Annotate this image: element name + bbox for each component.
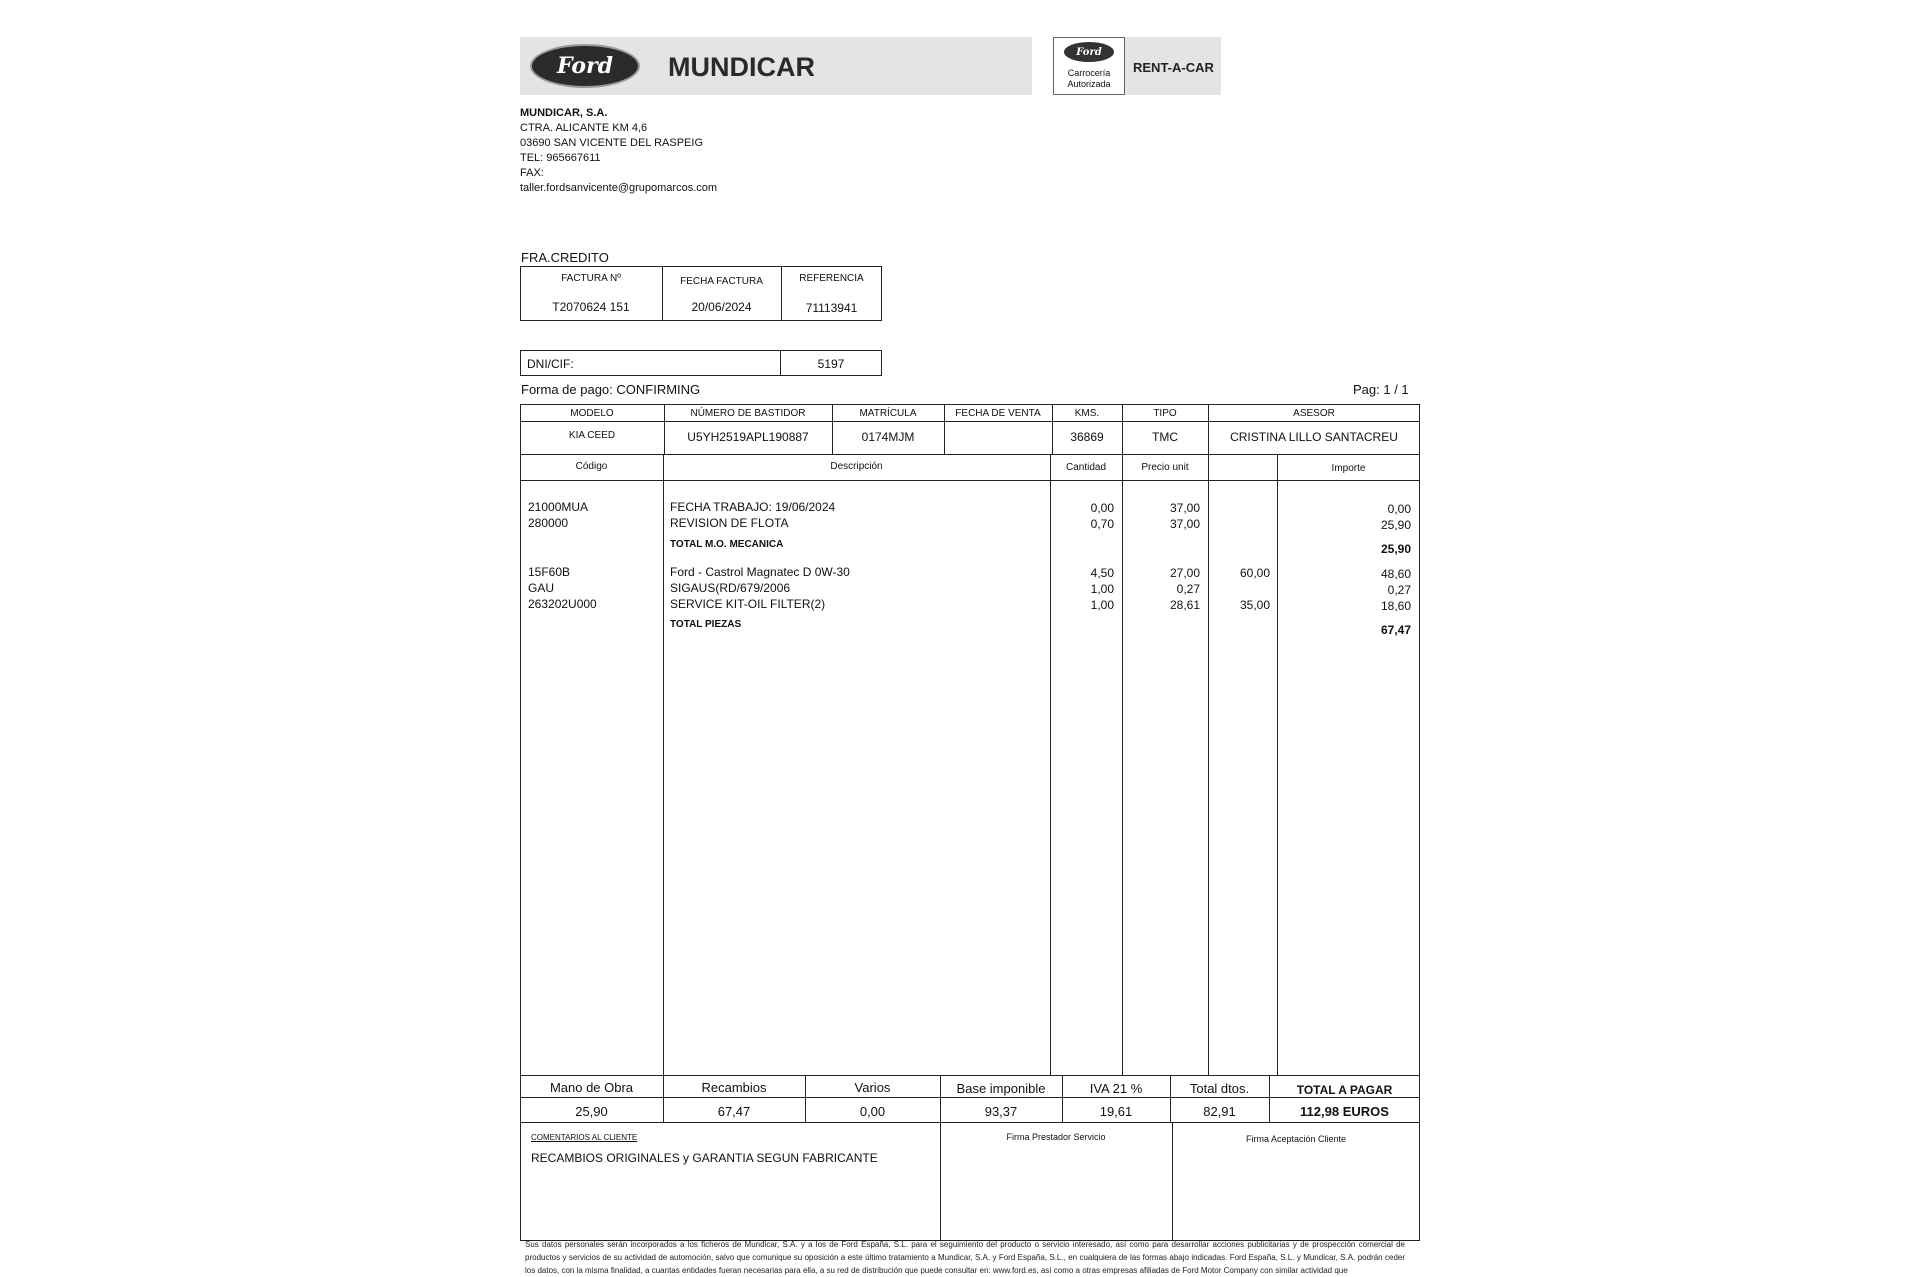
line-descripcion: SIGAUS(RD/679/2006 bbox=[670, 581, 791, 595]
dni-label: DNI/CIF: bbox=[527, 357, 574, 371]
referencia-value: 71113941 bbox=[805, 301, 858, 315]
firma-cliente: Firma Aceptación Cliente bbox=[1245, 1134, 1347, 1144]
totals-header-dtos: Total dtos. bbox=[1189, 1081, 1250, 1096]
vehicle-header-tipo: TIPO bbox=[1153, 408, 1177, 419]
dni-value: 5197 bbox=[817, 357, 845, 371]
company-name: MUNDICAR, S.A. bbox=[520, 107, 608, 119]
rentacar-label: RENT-A-CAR bbox=[1133, 60, 1214, 75]
page-number: Pag: 1 / 1 bbox=[1353, 382, 1409, 397]
firma-prestador: Firma Prestador Servicio bbox=[1006, 1132, 1106, 1142]
fecha-factura-label: FECHA FACTURA bbox=[680, 276, 763, 287]
fecha-factura-value: 20/06/2024 bbox=[691, 300, 752, 314]
line-cantidad: 1,00 bbox=[1090, 598, 1114, 612]
line-total-importe: 67,47 bbox=[1380, 623, 1411, 637]
line-cantidad: 1,00 bbox=[1090, 582, 1114, 596]
carroceria-label: Carrocería Autorizada bbox=[1067, 68, 1111, 89]
totals-varios: 0,00 bbox=[859, 1104, 886, 1119]
vehicle-matricula: 0174MJM bbox=[861, 430, 915, 444]
invoice-type: FRA.CREDITO bbox=[521, 250, 609, 265]
line-descripcion: Ford - Castrol Magnatec D 0W-30 bbox=[670, 565, 850, 579]
vehicle-header-matricula: MATRÍCULA bbox=[859, 408, 917, 419]
company-fax: FAX: bbox=[520, 167, 544, 179]
totals-header-iva: IVA 21 % bbox=[1089, 1081, 1143, 1096]
comments-label: COMENTARIOS AL CLIENTE bbox=[531, 1133, 638, 1142]
legal-footer: Sus datos personales serán incorporados a los ficheros de Mundicar, S.A. y a los de Ford España, S.L. para el seguimiento del producto o servicio interesado, así como para desarrollar acciones publicitarias y de prospección comercial de productos y servicios de su actividad de automoción, salvo que comunique su oposición a este último tratamiento a Mundicar, S.A. y Ford España, S.L., en cualquiera de las formas abajo indicadas. Ford España, S.L. y Mundicar, S.A. podrán ceder los datos, con la misma finalidad, a cuantas entidades fueran necesarias para ella, a su red de distribución que puede consultar en: www.ford.es, así como a otras empresas afiliadas de Ford Motor Company con similar actividad que bbox=[525, 1240, 1405, 1275]
vehicle-header-asesor: ASESOR bbox=[1293, 408, 1335, 419]
lines-header-descripcion: Descripción bbox=[830, 461, 883, 472]
line-importe: 0,00 bbox=[1387, 502, 1411, 516]
vehicle-modelo: KIA CEED bbox=[568, 430, 616, 441]
vehicle-header-fecha-venta: FECHA DE VENTA bbox=[955, 408, 1041, 419]
vehicle-kms: 36869 bbox=[1070, 430, 1104, 444]
line-precio: 27,00 bbox=[1169, 566, 1200, 580]
line-cantidad: 0,00 bbox=[1090, 501, 1114, 515]
line-importe: 0,27 bbox=[1387, 583, 1411, 597]
company-tel: TEL: 965667611 bbox=[520, 152, 601, 164]
comments-text: RECAMBIOS ORIGINALES y GARANTIA SEGUN FABRICANTE bbox=[531, 1151, 878, 1165]
line-precio: 37,00 bbox=[1169, 517, 1200, 531]
line-codigo: 15F60B bbox=[528, 565, 571, 579]
company-address2: 03690 SAN VICENTE DEL RASPEIG bbox=[520, 137, 703, 149]
totals-header-total: TOTAL A PAGAR bbox=[1296, 1083, 1393, 1097]
factura-label: FACTURA Nº bbox=[561, 273, 621, 284]
line-importe: 18,60 bbox=[1380, 599, 1411, 613]
totals-recambios: 67,47 bbox=[717, 1104, 751, 1119]
vehicle-asesor: CRISTINA LILLO SANTACREU bbox=[1230, 430, 1398, 444]
lines-header-precio: Precio unit bbox=[1141, 462, 1189, 473]
lines-header-codigo: Código bbox=[575, 461, 608, 472]
company-address1: CTRA. ALICANTE KM 4,6 bbox=[520, 122, 648, 134]
referencia-label: REFERENCIA bbox=[799, 273, 864, 284]
line-codigo: 263202U000 bbox=[528, 597, 597, 611]
vehicle-header-bastidor: NÚMERO DE BASTIDOR bbox=[690, 408, 806, 419]
line-codigo: 21000MUA bbox=[528, 500, 589, 514]
company-email: taller.fordsanvicente@grupomarcos.com bbox=[520, 182, 718, 194]
line-importe: 48,60 bbox=[1380, 567, 1411, 581]
ford-small-logo: Ford bbox=[1064, 42, 1114, 62]
line-cantidad: 4,50 bbox=[1090, 566, 1114, 580]
vehicle-header-kms: KMS. bbox=[1074, 408, 1100, 419]
line-codigo: 280000 bbox=[528, 516, 569, 530]
line-descripcion: REVISION DE FLOTA bbox=[670, 516, 789, 530]
totals-base: 93,37 bbox=[984, 1104, 1018, 1119]
totals-mano-obra: 25,90 bbox=[575, 1104, 608, 1119]
company-info bbox=[520, 106, 717, 196]
line-cantidad: 0,70 bbox=[1090, 517, 1114, 531]
totals-iva: 19,61 bbox=[1099, 1104, 1133, 1119]
ford-logo: Ford bbox=[530, 44, 640, 88]
line-importe: 25,90 bbox=[1380, 518, 1411, 532]
vehicle-bastidor: U5YH2519APL190887 bbox=[687, 430, 809, 444]
line-total-label: TOTAL M.O. MECANICA bbox=[670, 539, 784, 550]
brand-name: MUNDICAR bbox=[668, 52, 815, 82]
line-total-importe: 25,90 bbox=[1380, 542, 1411, 556]
totals-header-varios: Varios bbox=[854, 1080, 891, 1095]
line-dto: 35,00 bbox=[1239, 598, 1270, 612]
forma-pago: Forma de pago: CONFIRMING bbox=[521, 382, 701, 397]
line-descripcion: SERVICE KIT-OIL FILTER(2) bbox=[670, 597, 826, 611]
totals-header-base: Base imponible bbox=[956, 1081, 1046, 1096]
totals-dtos: 82,91 bbox=[1203, 1104, 1236, 1119]
factura-value: T2070624 151 bbox=[552, 300, 630, 314]
line-dto: 60,00 bbox=[1239, 566, 1270, 580]
lines-header-importe: Importe bbox=[1331, 463, 1366, 474]
line-precio: 0,27 bbox=[1176, 582, 1200, 596]
totals-header-mano-obra: Mano de Obra bbox=[549, 1080, 634, 1095]
line-codigo: GAU bbox=[528, 581, 555, 595]
vehicle-header-modelo: MODELO bbox=[570, 408, 614, 419]
line-precio: 28,61 bbox=[1169, 598, 1200, 612]
total-a-pagar: 112,98 EUROS bbox=[1300, 1104, 1389, 1119]
lines-header-cantidad: Cantidad bbox=[1065, 462, 1107, 473]
line-total-label: TOTAL PIEZAS bbox=[670, 619, 742, 630]
line-precio: 37,00 bbox=[1169, 501, 1200, 515]
totals-header-recambios: Recambios bbox=[701, 1080, 767, 1095]
line-descripcion: FECHA TRABAJO: 19/06/2024 bbox=[670, 500, 836, 514]
vehicle-tipo: TMC bbox=[1152, 430, 1178, 444]
